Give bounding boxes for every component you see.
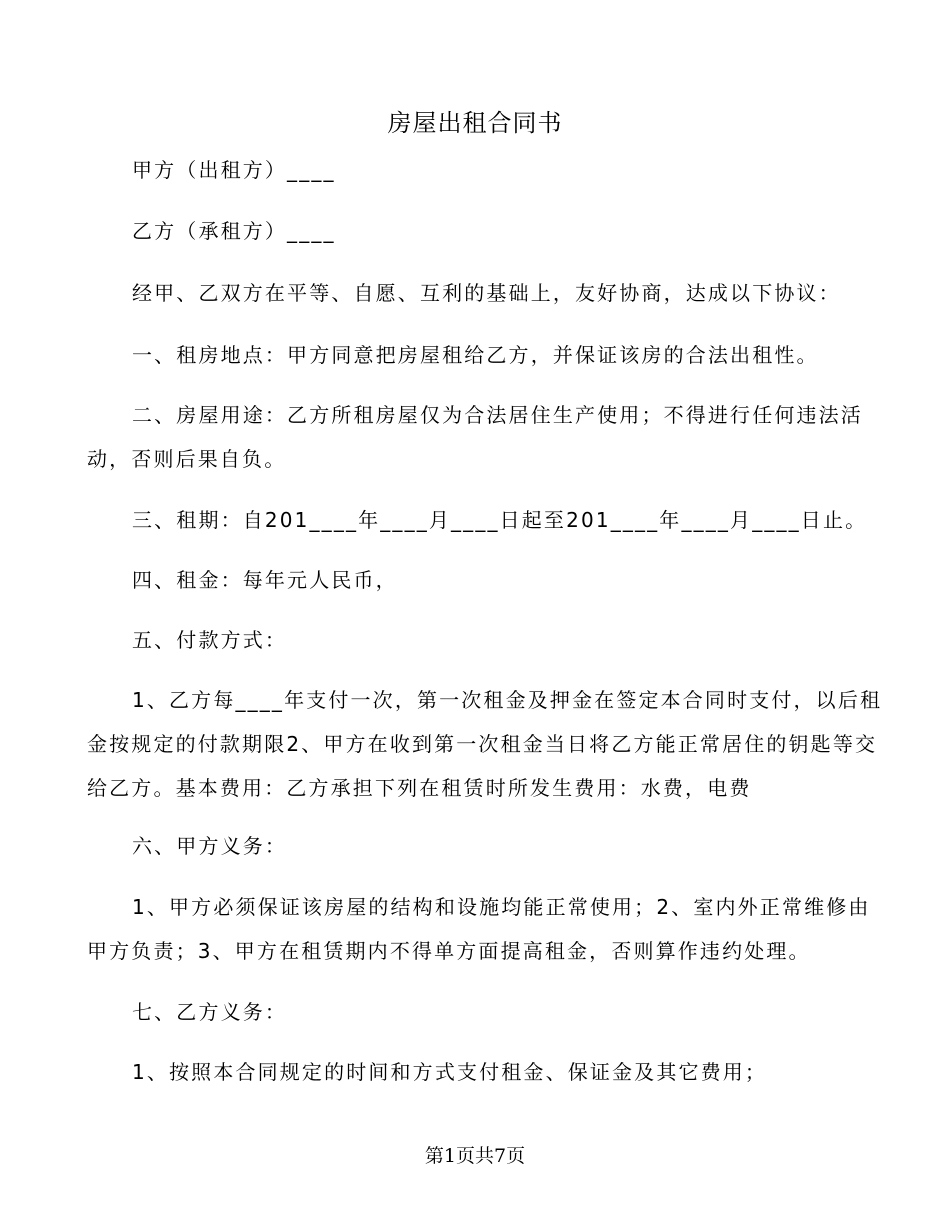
clause-6-item-line-2: 甲方负责；3、甲方在租赁期内不得单方面提高租金，否则算作违约处理。 [87,939,811,963]
clause-2-line-2: 动，否则后果自负。 [87,447,287,471]
clause-5-item-line-3: 给乙方。基本费用：乙方承担下列在租赁时所发生费用：水费，电费 [87,776,752,800]
clause-6-heading [87,824,902,868]
clause-5-item [87,678,883,810]
clause-1-paragraph [87,333,902,377]
clause-7-item-line-1: 1、按照本合同规定的时间和方式支付租金、保证金及其它费用； [132,1060,768,1084]
clause-5-heading-text: 五、付款方式： [132,628,288,652]
clause-4-paragraph [87,558,902,602]
clause-6-item-line-1: 1、甲方必须保证该房屋的结构和设施均能正常使用；2、室内外正常维修由 [132,895,871,919]
intro-text: 经甲、乙双方在平等、自愿、互利的基础上，友好协商，达成以下协议： [132,281,841,305]
clause-2-line-1: 二、房屋用途：乙方所租房屋仅为合法居住生产使用；不得进行任何违法活 [132,403,863,427]
clause-3-paragraph [87,498,902,542]
clause-7-heading-text: 七、乙方义务： [132,1000,288,1024]
party-a-text: 甲方（出租方）____ [132,158,336,182]
clause-7-item [87,1050,902,1094]
clause-6-heading-text: 六、甲方义务： [132,834,288,858]
clause-5-item-line-2: 金按规定的付款期限2、甲方在收到第一次租金当日将乙方能正常居住的钥匙等交 [87,732,878,756]
clause-3-text: 三、租期：自201____年____月____日起至201____年____月____日止。 [132,508,868,532]
intro-paragraph [87,271,902,315]
page-indicator: 第1页共7页 [424,1145,526,1167]
clause-5-heading [87,618,902,662]
clause-6-item [87,885,871,973]
document-title: 房屋出租合同书 [387,109,563,137]
clause-5-item-line-1: 1、乙方每____年支付一次，第一次租金及押金在签定本合同时支付，以后租 [132,688,883,712]
clause-1-text: 一、租房地点：甲方同意把房屋租给乙方，并保证该房的合法出租性。 [132,343,819,367]
party-b-text: 乙方（承租方）____ [132,219,336,243]
clause-7-heading [87,990,902,1034]
party-b-line [87,209,902,253]
clause-2-paragraph [87,393,863,481]
party-a-line [87,148,902,192]
clause-4-text: 四、租金：每年元人民币， [132,568,398,592]
